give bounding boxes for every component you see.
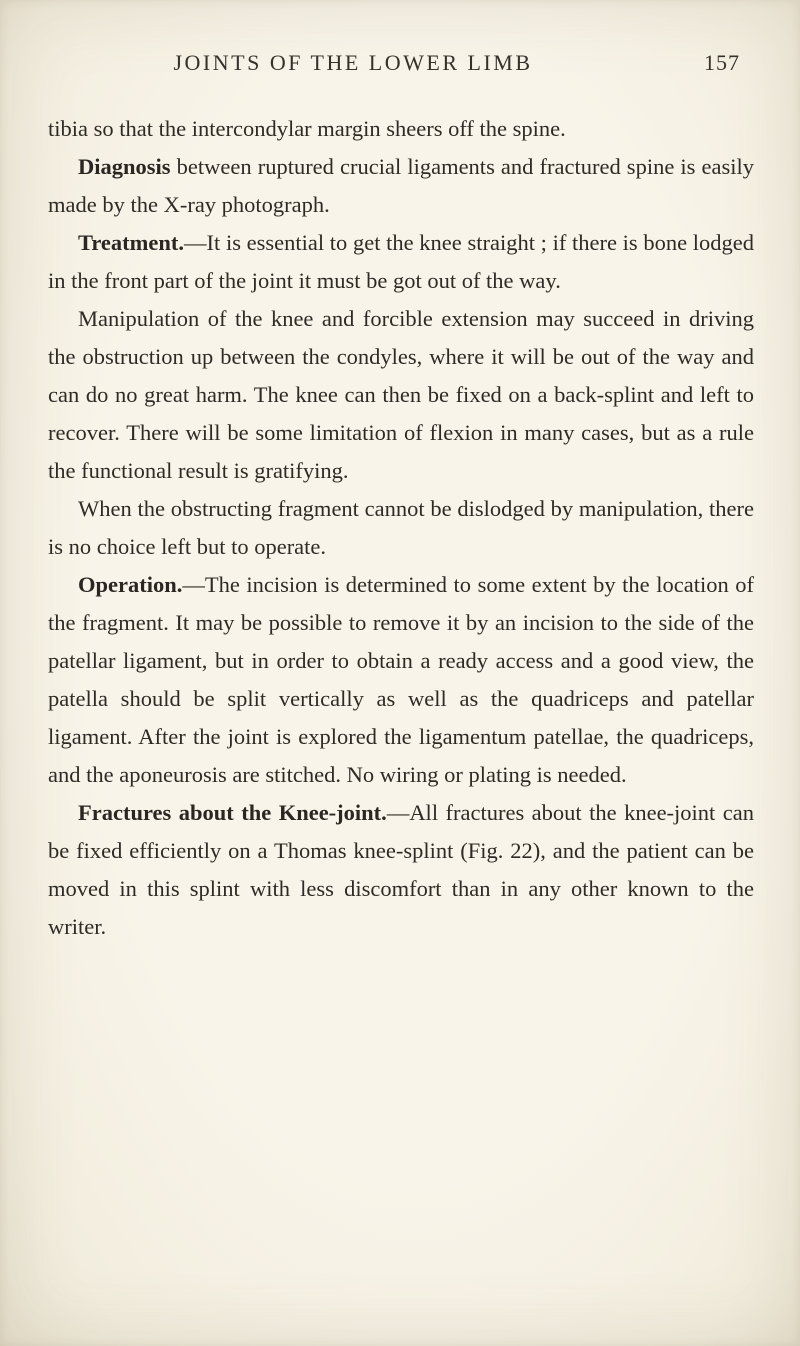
paragraph [48, 148, 754, 224]
paragraph-lead: Diagnosis [78, 154, 171, 179]
paragraph-text: —All fractures about the knee-joint can be fixed efficiently on a Thomas knee-splint (Fig. 22), and the patient can be moved in this splint with less discomfort than in any other known to the writer. [48, 800, 754, 939]
paragraph-text: When the obstructing fragment cannot be dislodged by manipulation, there is no choice left but to operate. [48, 496, 754, 559]
paragraph [48, 566, 754, 794]
page-body [48, 110, 754, 946]
paragraph-lead: Treatment. [78, 230, 185, 255]
paragraph-text: between ruptured crucial ligaments and fractured spine is easily made by the X-ray photograph. [48, 154, 754, 217]
paragraph-lead: Operation. [78, 572, 183, 597]
paragraph-text: tibia so that the intercondylar margin sheers off the spine. [48, 116, 566, 141]
paragraph-text: Manipulation of the knee and forcible extension may succeed in driving the obstruction up between the condyles, where it will be out of the way and can do no great harm. The knee can then be fixed on a back-splint and left to recover. There will be some limitation of flexion in many cases, but as a rule the functional result is gratifying. [48, 306, 754, 483]
paragraph [48, 794, 754, 946]
paragraph [48, 300, 754, 490]
page-number: 157 [704, 50, 740, 75]
paragraph-text: —The incision is determined to some extent by the location of the fragment. It may be possible to remove it by an incision to the side of the patellar ligament, but in order to obtain a ready access and a good view, the patella should be split vertically as well as the quadriceps and patellar ligament. After the joint is explored the ligamentum patellae, the quadriceps, and the aponeurosis are stitched. No wiring or plating is needed. [48, 572, 754, 787]
paragraph [48, 224, 754, 300]
running-head [48, 50, 754, 84]
paragraph-text: —It is essential to get the knee straight ; if there is bone lodged in the front part of the joint it must be got out of the way. [48, 230, 754, 293]
paragraph [48, 490, 754, 566]
paragraph [48, 110, 754, 148]
paragraph-lead: Fractures about the Knee-joint. [78, 800, 387, 825]
chapter-title: JOINTS OF THE LOWER LIMB [173, 50, 533, 75]
